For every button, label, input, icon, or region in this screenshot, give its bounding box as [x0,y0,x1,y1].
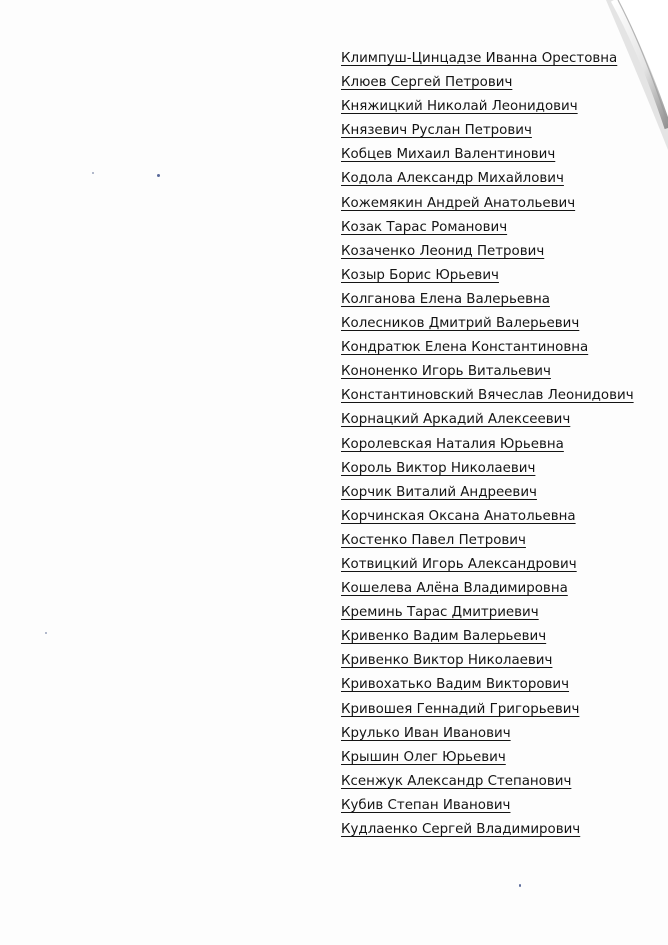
person-name: Кононенко Игорь Витальевич [341,364,551,380]
person-name: Корнацкий Аркадий Алексеевич [341,412,571,428]
scan-speck [519,884,521,887]
list-item [341,47,634,71]
list-item [341,95,634,119]
scan-speck [157,174,160,177]
list-item [341,336,634,360]
list-item [341,481,634,505]
list-item [341,384,634,408]
person-name: Кондратюк Елена Константиновна [341,340,589,356]
name-list [341,47,634,842]
person-name: Клюев Сергей Петрович [341,75,513,91]
list-item [341,192,634,216]
list-item [341,770,634,794]
list-item [341,722,634,746]
person-name: Кобцев Михаил Валентинович [341,147,556,163]
person-name: Климпуш-Цинцадзе Иванна Орестовна [341,51,618,66]
list-item [341,408,634,432]
list-item [341,167,634,191]
list-item [341,288,634,312]
person-name: Козыр Борис Юрьевич [341,267,499,283]
person-name: Кожемякин Андрей Анатольевич [341,195,576,211]
person-name: Константиновский Вячеслав Леонидович [341,388,634,404]
person-name: Крулько Иван Иванович [341,725,511,741]
list-item [341,746,634,770]
list-item [341,673,634,697]
list-item [341,360,634,384]
person-name: Кодола Александр Михайлович [341,171,564,187]
list-item [341,216,634,240]
list-item [341,625,634,649]
person-name: Кривенко Виктор Николаевич [341,653,553,669]
list-item [341,457,634,481]
list-item [341,577,634,601]
person-name: Кривенко Вадим Валерьевич [341,629,547,645]
person-name: Колесников Дмитрий Валерьевич [341,316,580,332]
list-item [341,698,634,722]
person-name: Котвицкий Игорь Александрович [341,556,577,572]
list-item [341,529,634,553]
scan-speck [92,172,94,174]
person-name: Крышин Олег Юрьевич [341,749,506,765]
list-item [341,818,634,842]
person-name: Кубив Степан Иванович [341,797,511,813]
person-name: Ксенжук Александр Степанович [341,773,572,789]
person-name: Королевская Наталия Юрьевна [341,436,564,452]
person-name: Корчинская Оксана Анатольевна [341,508,576,524]
person-name: Князевич Руслан Петрович [341,123,532,139]
person-name: Креминь Тарас Дмитриевич [341,605,539,621]
person-name: Кудлаенко Сергей Владимирович [341,822,581,837]
person-name: Кривохатько Вадим Викторович [341,677,570,693]
person-name: Княжицкий Николай Леонидович [341,99,578,115]
person-name: Колганова Елена Валерьевна [341,291,550,307]
list-item [341,264,634,288]
person-name: Король Виктор Николаевич [341,460,536,476]
list-item [341,649,634,673]
list-item [341,119,634,143]
person-name: Корчик Виталий Андреевич [341,484,537,500]
list-item [341,71,634,95]
person-name: Козаченко Леонид Петрович [341,243,545,259]
list-item [341,794,634,818]
list-item [341,553,634,577]
person-name: Кошелева Алёна Владимировна [341,581,568,597]
person-name: Костенко Павел Петрович [341,532,526,548]
list-item [341,505,634,529]
list-item [341,240,634,264]
person-name: Козак Тарас Романович [341,219,508,235]
list-item [341,312,634,336]
person-name: Кривошея Геннадий Григорьевич [341,701,580,717]
list-item [341,601,634,625]
scan-speck [45,632,47,634]
list-item [341,143,634,167]
list-item [341,433,634,457]
